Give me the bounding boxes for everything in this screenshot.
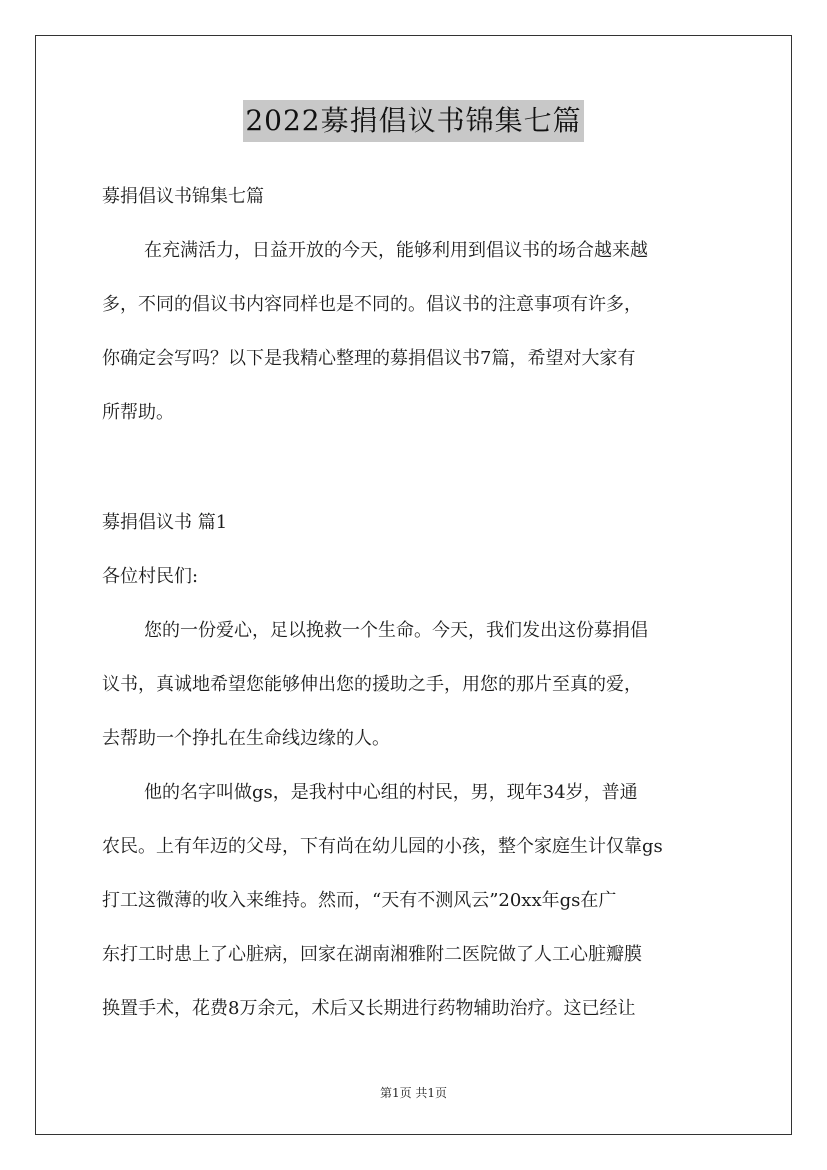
para2-line-1: 他的名字叫做gs，是我村中心组的村民，男，现年34岁，普通: [144, 782, 638, 803]
intro-line-1: 在充满活力，日益开放的今天，能够利用到倡议书的场合越来越: [144, 240, 648, 261]
para1-line-1: 您的一份爱心，足以挽救一个生命。今天，我们发出这份募捐倡: [144, 620, 648, 641]
para2-line-4: 东打工时患上了心脏病，回家在湖南湘雅附二医院做了人工心脏瓣膜: [102, 944, 642, 965]
para1-line-2: 议书，真诚地希望您能够伸出您的援助之手，用您的那片至真的爱，: [102, 674, 642, 695]
title-container: [0, 100, 827, 142]
para2-line-5: 换置手术，花费8万余元，术后又长期进行药物辅助治疗。这已经让: [102, 998, 636, 1019]
intro-line-3: 你确定会写吗？以下是我精心整理的募捐倡议书7篇，希望对大家有: [102, 348, 636, 369]
para1-line-3: 去帮助一个挣扎在生命线边缘的人。: [102, 728, 390, 749]
intro-line-2: 多，不同的倡议书内容同样也是不同的。倡议书的注意事项有许多，: [102, 294, 642, 315]
greeting: 各位村民们:: [102, 566, 199, 587]
document-subtitle: 募捐倡议书锦集七篇: [102, 186, 264, 207]
para2-line-3: 打工这微薄的收入来维持。然而，“天有不测风云”20xx年gs在广: [102, 890, 617, 911]
page-footer: 第1页 共1页: [379, 1086, 448, 1100]
intro-line-4: 所帮助。: [102, 402, 174, 423]
document-title: 2022募捐倡议书锦集七篇: [243, 100, 583, 142]
para2-line-2: 农民。上有年迈的父母，下有尚在幼儿园的小孩，整个家庭生计仅靠gs: [102, 836, 663, 857]
section-heading: 募捐倡议书 篇1: [102, 512, 228, 533]
